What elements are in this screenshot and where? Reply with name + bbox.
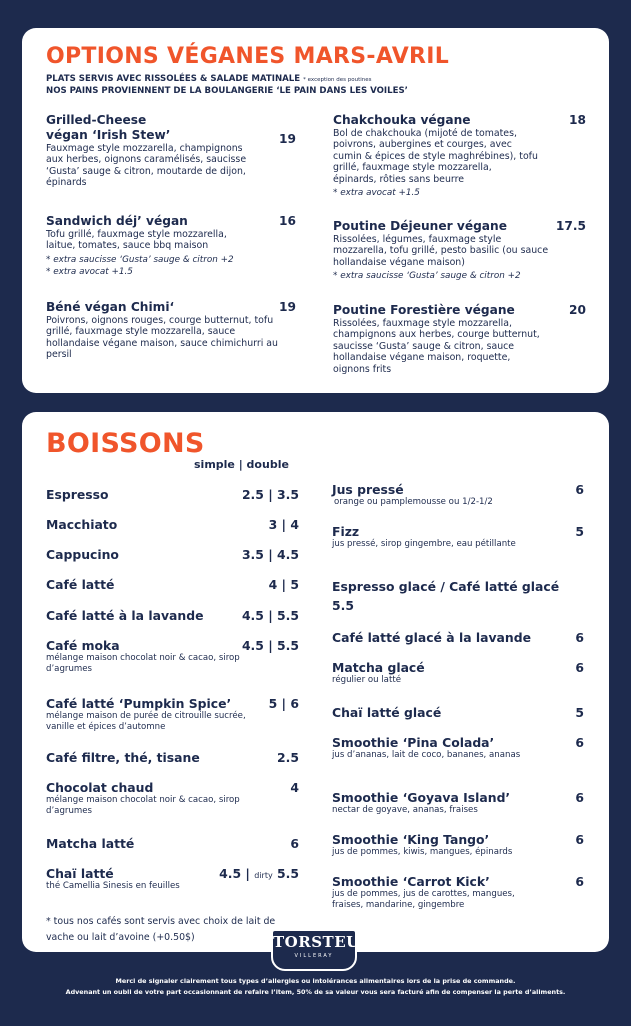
drink-price: 3 | 4	[268, 517, 299, 532]
drink-item	[332, 735, 584, 761]
drink-name: Chaï latté	[46, 866, 114, 881]
drink-item	[332, 660, 584, 686]
drink-name: Smoothie ‘Carrot Kick’	[332, 874, 490, 889]
drink-price: 6	[575, 832, 584, 847]
drink-description: mélange maison chocolat noir & cacao, sirop d’agrumes	[46, 653, 240, 674]
coffee-milk-note: * tous nos cafés sont servis avec choix de lait de vache ou lait d’avoine (+0.50$)	[46, 916, 276, 943]
drink-name: Jus pressé	[332, 482, 404, 497]
drink-price: 2.5 | 3.5	[241, 487, 299, 502]
menu-item-price: 18	[569, 113, 586, 127]
drink-item	[332, 630, 584, 645]
drink-description: jus de pommes, jus de carottes, mangues, fraises, mandarine, gingembre	[332, 889, 515, 910]
drink-name: Chocolat chaud	[46, 780, 154, 795]
drink-price: 6	[575, 790, 584, 805]
logo-subtext: VILLERAY	[294, 953, 334, 959]
drink-item	[46, 577, 299, 592]
drink-price: 2.5	[277, 750, 299, 765]
menu-item-description: Rissolées, fauxmage style mozzarella, champignons aux herbes, courge butternut, saucisse ‘Gusta’ sauge & citron, sauce hollandaise végane maison, roquette, oignons frits	[333, 318, 540, 375]
drink-price	[219, 866, 299, 883]
drink-description: nectar de goyave, ananas, fraises	[332, 805, 478, 815]
menu-item-name: Poutine Déjeuner végane	[333, 219, 507, 233]
menu-item-description: Fauxmage style mozzarella, champignons aux herbes, oignons caramélisés, saucisse ‘Gusta’ sauge & citron, moutarde de dijon, épinards	[46, 143, 247, 189]
menu-item-name: Grilled-Cheese	[46, 113, 147, 127]
drink-item	[332, 579, 584, 613]
menu-item	[333, 113, 586, 199]
menu-item-description: Rissolées, légumes, fauxmage style mozzarella, tofu grillé, pesto basilic (ou sauce hollandaise végane maison)	[333, 234, 549, 268]
drink-item	[46, 487, 299, 502]
drink-item	[46, 696, 299, 733]
drinks-menu-card	[22, 412, 609, 952]
menu-item-price: 17.5	[555, 219, 586, 233]
menu-item	[333, 303, 586, 375]
drink-item	[46, 638, 299, 675]
drink-item	[46, 547, 299, 562]
drink-item	[46, 608, 299, 623]
drink-item	[332, 790, 584, 816]
drink-name: Fizz	[332, 524, 360, 539]
drink-item	[332, 482, 584, 508]
price-column-header: simple | double	[194, 458, 289, 471]
footer-line-2: Advenant un oubli de votre part occasionnant de refaire l’item, 50% de sa valeur vous sera facturé afin de compenser la perte d’aliments.	[65, 988, 566, 996]
menu-item-price: 16	[279, 214, 296, 228]
drink-description: thé Camellia Sinesis en feuilles	[46, 881, 180, 891]
drink-item	[332, 524, 584, 550]
allergy-footer	[0, 976, 631, 998]
menu-item-name: Poutine Forestière végane	[333, 303, 515, 317]
drink-price: 3.5 | 4.5	[241, 547, 299, 562]
drink-name: Café moka	[46, 638, 120, 653]
drink-name: Cappucino	[46, 547, 119, 562]
drink-price-dirty-label: dirty	[254, 871, 273, 880]
drink-price: 6	[575, 482, 584, 497]
drink-item	[332, 874, 584, 911]
drink-price: 4.5 | 5.5	[241, 638, 299, 653]
drink-description: jus de pommes, kiwis, mangues, épinards	[332, 847, 513, 857]
footer-line-1: Merci de signaler clairement tous types d’allergies ou intolérances alimentaires lors de la prise de commande.	[115, 977, 516, 985]
menu-item	[46, 214, 296, 278]
drink-price: 4.5 | 5.5	[241, 608, 299, 623]
drink-price: 4	[290, 780, 299, 795]
drink-price: 6	[290, 836, 299, 851]
drink-description: jus d’ananas, lait de coco, bananes, ananas	[332, 750, 521, 760]
vegan-subtitle-1-note: * exception des poutines	[303, 77, 372, 83]
drink-price: 5	[575, 524, 584, 539]
drink-price: 5.5	[332, 598, 354, 613]
drink-item	[46, 780, 299, 817]
menu-item-price: 19	[279, 132, 296, 146]
drink-name: Smoothie ‘King Tango’	[332, 832, 490, 847]
menu-item	[46, 300, 296, 361]
drink-price: 5	[575, 705, 584, 720]
drink-description: mélange maison de purée de citrouille sucrée, vanille et épices d’automne	[46, 711, 246, 732]
drink-name: Café latté à la lavande	[46, 608, 204, 623]
vegan-subtitle-2: NOS PAINS PROVIENNENT DE LA BOULANGERIE ‘LE PAIN DANS LES VOILES’	[46, 86, 408, 96]
drink-name: Café latté	[46, 577, 115, 592]
menu-item-name: Béné végan Chimi‘	[46, 300, 175, 314]
menu-item-price: 20	[569, 303, 586, 317]
menu-item-name: végan ‘Irish Stew’	[46, 128, 171, 142]
menu-item-description: Poivrons, oignons rouges, courge butternut, tofu grillé, fauxmage style mozzarella, sauce hollandaise végane maison, sauce chimichurri au persil	[46, 315, 278, 361]
drink-item	[332, 705, 584, 720]
drink-price-double: 5.5	[277, 866, 299, 881]
menu-item-extra: * extra saucisse ‘Gusta’ sauge & citron +2	[46, 254, 234, 265]
drink-item	[46, 517, 299, 532]
vegan-menu-card	[22, 28, 609, 393]
drink-name: Chaï latté glacé	[332, 705, 442, 720]
drink-description: orange ou pamplemousse ou 1/2-1/2	[334, 497, 493, 507]
drink-name: Café latté ‘Pumpkin Spice’	[46, 696, 232, 711]
logo-name: TORSTEUR	[273, 933, 373, 951]
vegan-subtitle-1-text: PLATS SERVIS AVEC RISSOLÉES & SALADE MATINALE	[46, 74, 301, 84]
drink-name: Café latté glacé à la lavande	[332, 630, 532, 645]
drink-name: Matcha glacé	[332, 660, 425, 675]
drink-name: Smoothie ‘Pina Colada’	[332, 735, 495, 750]
drink-item	[332, 832, 584, 858]
drink-price: 6	[575, 630, 584, 645]
menu-item-extra: * extra saucisse ‘Gusta’ sauge & citron +2	[333, 271, 521, 282]
menu-item-description: Tofu grillé, fauxmage style mozzarella, laitue, tomates, sauce bbq maison	[46, 229, 227, 252]
drinks-title: BOISSONS	[46, 428, 205, 459]
drink-name: Espresso	[46, 487, 109, 502]
menu-item	[333, 219, 586, 282]
drink-item	[46, 866, 299, 892]
drink-item	[46, 750, 299, 765]
menu-item	[46, 113, 296, 189]
drink-description: mélange maison chocolat noir & cacao, sirop d’agrumes	[46, 795, 240, 816]
drink-name: Macchiato	[46, 517, 118, 532]
drink-description: régulier ou latté	[332, 675, 401, 685]
torsteur-logo	[271, 929, 373, 971]
drink-price: 6	[575, 735, 584, 750]
drink-price: 4 | 5	[268, 577, 299, 592]
drink-name: Espresso glacé / Café latté glacé	[332, 579, 560, 594]
drink-name: Café filtre, thé, tisane	[46, 750, 200, 765]
menu-item-extra: * extra avocat +1.5	[333, 188, 420, 199]
drink-item	[46, 836, 299, 851]
drink-price: 6	[575, 874, 584, 889]
drink-price-simple: 4.5 |	[219, 866, 250, 881]
vegan-title: OPTIONS VÉGANES MARS-AVRIL	[46, 44, 450, 69]
drink-description: jus pressé, sirop gingembre, eau pétillante	[332, 539, 516, 549]
menu-item-price: 19	[279, 300, 296, 314]
menu-item-name: Chakchouka végane	[333, 113, 471, 127]
menu-item-description: Bol de chakchouka (mijoté de tomates, poivrons, aubergines et courges, avec cumin & épices de style maghrébines), tofu grillé, fauxmage style mozzarella, épinards, rôties sans beurre	[333, 128, 538, 185]
drink-price: 6	[575, 660, 584, 675]
drink-name: Smoothie ‘Goyava Island’	[332, 790, 511, 805]
menu-item-name: Sandwich déj’ végan	[46, 214, 188, 228]
drink-name: Matcha latté	[46, 836, 135, 851]
menu-item-extra: * extra avocat +1.5	[46, 266, 133, 277]
drink-price: 5 | 6	[268, 696, 299, 711]
